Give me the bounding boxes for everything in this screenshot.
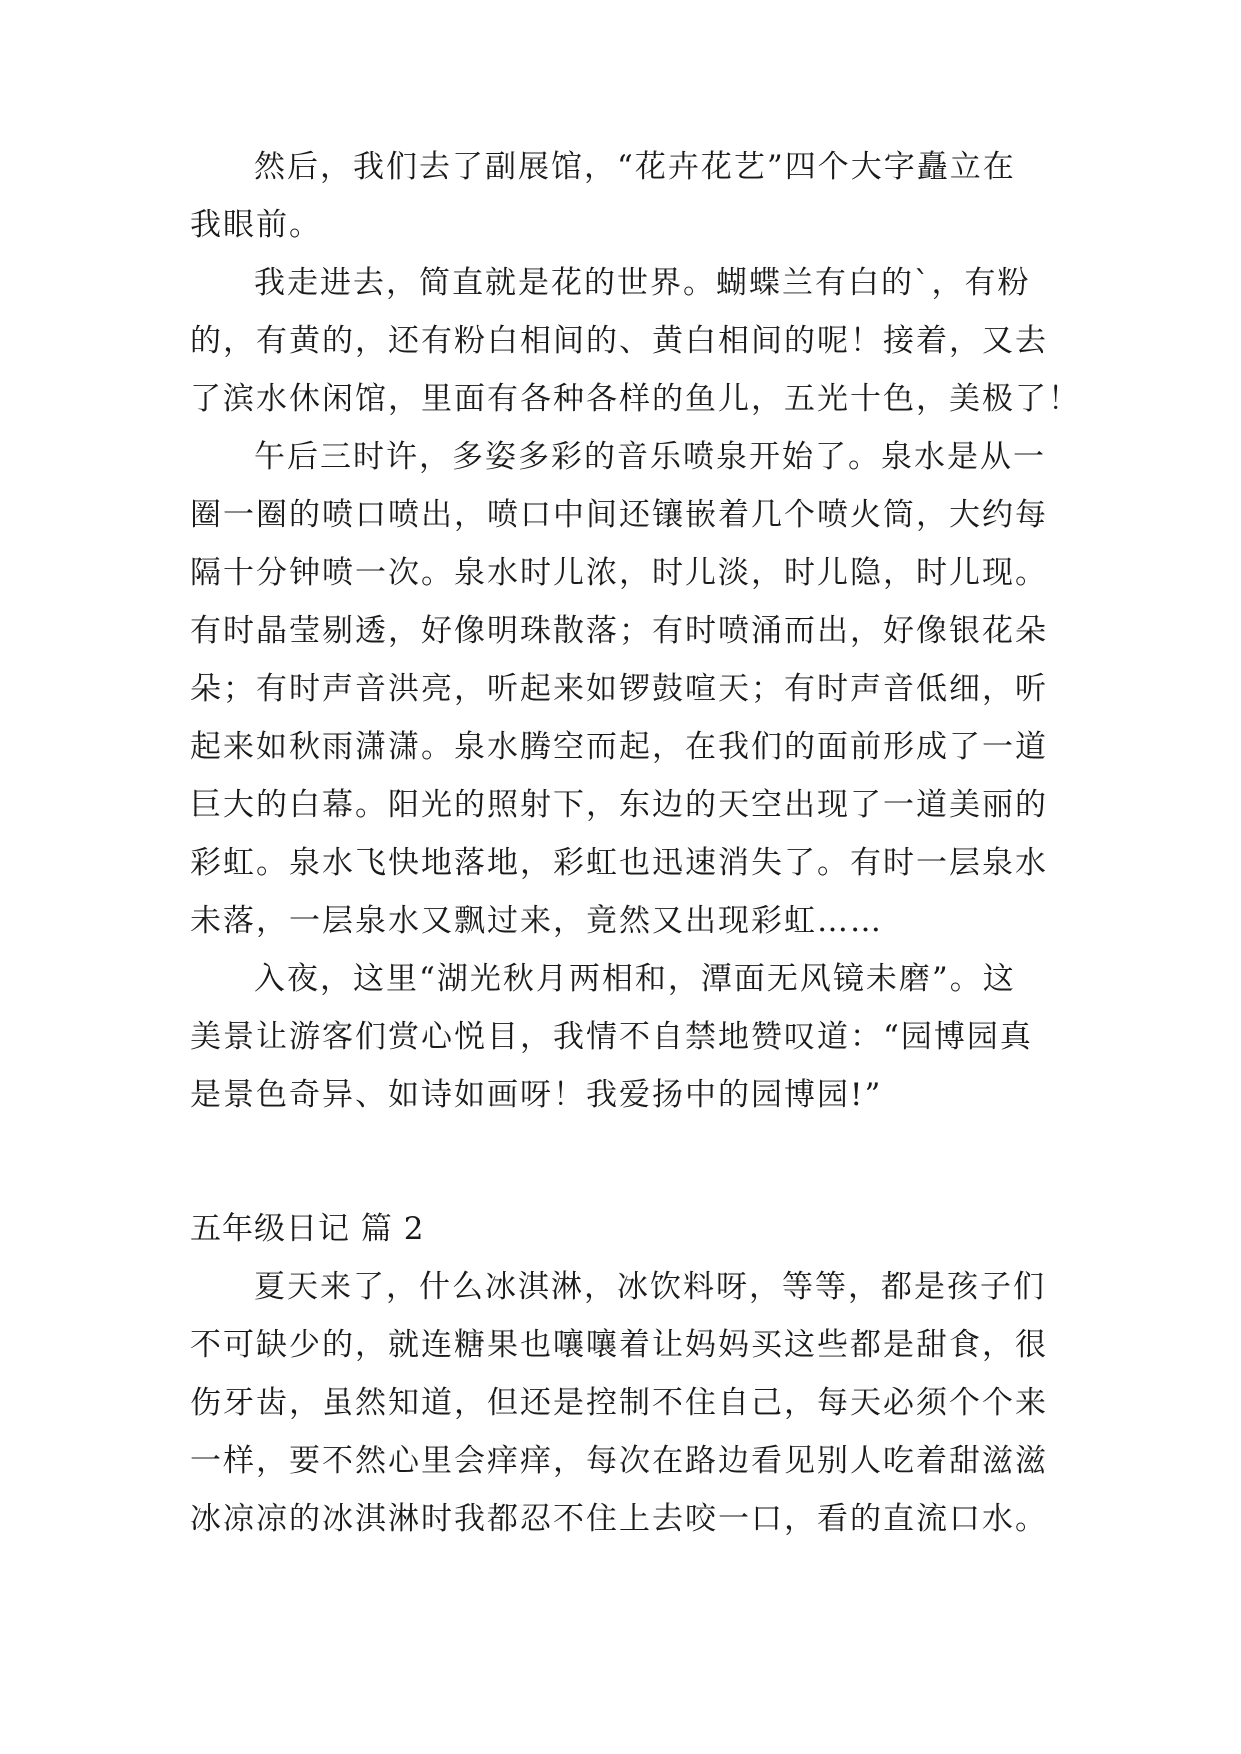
diary-body-part-1 <box>190 138 1081 1124</box>
paragraph-line: 了滨水休闲馆，里面有各种各样的鱼儿，五光十色，美极了！ <box>190 381 1081 417</box>
paragraph-line: 一样，要不然心里会痒痒，每次在路边看见别人吃着甜滋滋 <box>190 1443 1048 1479</box>
paragraph-line: 伤牙齿，虽然知道，但还是控制不住自己，每天必须个个来 <box>190 1385 1048 1421</box>
paragraph-line: 朵；有时声音洪亮，听起来如锣鼓喧天；有时声音低细，听 <box>190 671 1048 707</box>
paragraph-line: 是景色奇异、如诗如画呀！我爱扬中的园博园!” <box>190 1077 883 1113</box>
section-title: 五年级日记 篇 2 <box>190 1211 425 1247</box>
paragraph-line: 我走进去，简直就是花的世界。蝴蝶兰有白的`，有粉 <box>254 265 1031 301</box>
paragraph-line: 隔十分钟喷一次。泉水时儿浓，时儿淡，时儿隐，时儿现。 <box>190 555 1048 591</box>
paragraph-line: 美景让游客们赏心悦目，我情不自禁地赞叹道：“园博园真 <box>190 1019 1033 1055</box>
paragraph-line: 有时晶莹剔透，好像明珠散落；有时喷涌而出，好像银花朵 <box>190 613 1048 649</box>
paragraph-line: 夏天来了，什么冰淇淋，冰饮料呀，等等，都是孩子们 <box>254 1269 1046 1305</box>
diary-body-part-2 <box>190 1258 1070 1548</box>
paragraph-line: 入夜，这里“湖光秋月两相和，潭面无风镜未磨”。这 <box>254 961 1016 997</box>
paragraph-line: 然后，我们去了副展馆，“花卉花艺”四个大字矗立在 <box>254 149 1016 185</box>
paragraph-line: 的，有黄的，还有粉白相间的、黄白相间的呢！接着，又去 <box>190 323 1048 359</box>
paragraph-line: 彩虹。泉水飞快地落地，彩虹也迅速消失了。有时一层泉水 <box>190 845 1048 881</box>
paragraph-line: 不可缺少的，就连糖果也嚷嚷着让妈妈买这些都是甜食，很 <box>190 1327 1048 1363</box>
paragraph-line: 未落，一层泉水又飘过来，竟然又出现彩虹…… <box>190 903 883 939</box>
paragraph-line: 午后三时许，多姿多彩的音乐喷泉开始了。泉水是从一 <box>254 439 1046 475</box>
paragraph-line: 巨大的白幕。阳光的照射下，东边的天空出现了一道美丽的 <box>190 787 1048 823</box>
paragraph-line: 圈一圈的喷口喷出，喷口中间还镶嵌着几个喷火筒，大约每 <box>190 497 1048 533</box>
paragraph-line: 起来如秋雨潇潇。泉水腾空而起，在我们的面前形成了一道 <box>190 729 1048 765</box>
paragraph-line: 我眼前。 <box>190 207 322 243</box>
paragraph-line: 冰凉凉的冰淇淋时我都忍不住上去咬一口，看的直流口水。 <box>190 1501 1048 1537</box>
